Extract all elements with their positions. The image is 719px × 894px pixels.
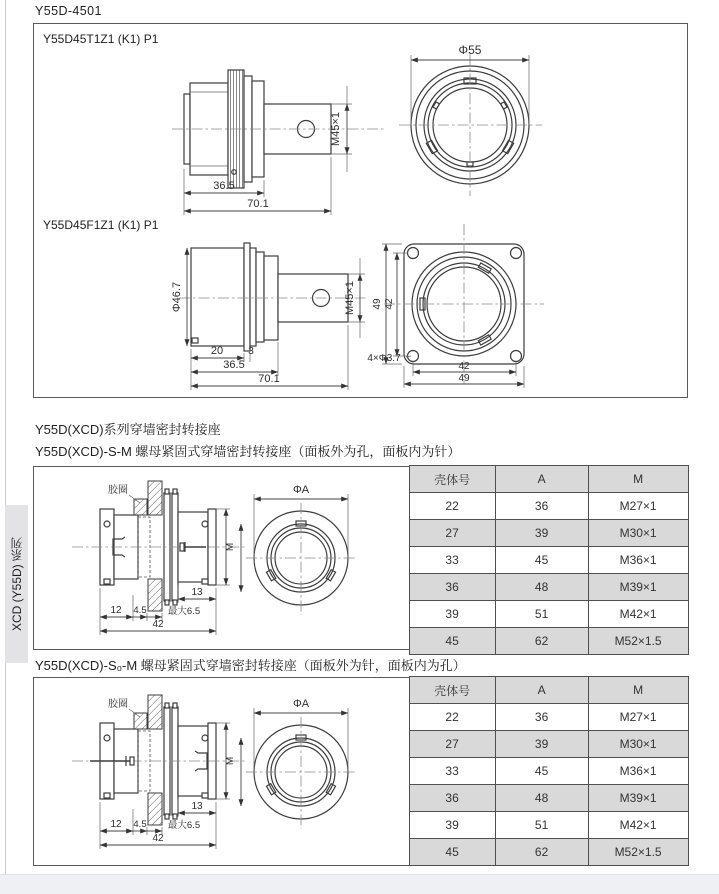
- cell: 36: [409, 574, 495, 601]
- cell: 33: [409, 547, 495, 574]
- section2-subtitle: Y55D(XCD)-S₀-M 螺母紧固式穿墙密封转接座（面板外为针，面板内为孔）: [35, 658, 466, 673]
- s0m-adapter-panel: [33, 677, 688, 866]
- gasket-label: 胶圈: [108, 699, 128, 710]
- cell: M42×1: [588, 812, 688, 839]
- model-label-f1z1: Y55D45F1Z1 (K1) P1: [43, 218, 159, 232]
- dim-label: 36.5: [213, 180, 235, 192]
- gasket-label: 胶圈: [108, 485, 128, 496]
- cell: 33: [409, 758, 495, 785]
- dim-label: 42: [458, 361, 470, 372]
- cell: 36: [409, 785, 495, 812]
- dim-label: 4×Φ3.7: [367, 353, 401, 364]
- dim-label: 49: [458, 373, 470, 384]
- col-header-m: M: [588, 677, 688, 704]
- s0m-spec-table: [409, 676, 689, 866]
- dim-label: 36.5: [223, 359, 245, 371]
- cell: M52×1.5: [588, 839, 688, 866]
- dim-label: 70.1: [258, 373, 280, 385]
- col-header-a: A: [495, 466, 588, 493]
- dim-label: 20: [210, 345, 224, 357]
- cell: 39: [409, 812, 495, 839]
- cell: 51: [495, 812, 588, 839]
- dim-label: 4.5: [133, 605, 147, 616]
- cell: M36×1: [588, 758, 688, 785]
- sm-section-view: [72, 481, 246, 635]
- t1z1-side-view: [172, 70, 384, 215]
- dim-label: 12: [110, 819, 122, 830]
- cell: M39×1: [588, 785, 688, 812]
- cell: M27×1: [588, 704, 688, 731]
- dim-label: 42: [384, 298, 395, 310]
- table-row: [409, 704, 688, 731]
- dim-label: 13: [191, 587, 203, 598]
- dim-label: 4.5: [133, 819, 147, 830]
- dim-label: Φ55: [458, 43, 482, 57]
- dim-label: M45×1: [330, 112, 342, 146]
- cell: M52×1.5: [588, 628, 688, 655]
- page-left-rule: [5, 0, 6, 893]
- cell: M42×1: [588, 601, 688, 628]
- dim-label: 42: [152, 833, 164, 844]
- table-header-row: [409, 677, 688, 704]
- dim-label: ΦA: [292, 698, 310, 710]
- dim-label: M45×1: [344, 281, 356, 315]
- cell: 62: [495, 839, 588, 866]
- table-row: [409, 628, 688, 655]
- sm-adapter-panel: [33, 466, 688, 650]
- section1-subtitle: Y55D(XCD)-S-M 螺母紧固式穿墙密封转接座（面板外为孔，面板内为针）: [35, 444, 461, 459]
- cell: 27: [409, 731, 495, 758]
- cell: 22: [409, 493, 495, 520]
- cell: M39×1: [588, 574, 688, 601]
- cell: M30×1: [588, 731, 688, 758]
- dim-label: 42: [152, 619, 164, 630]
- dim-label: 12: [110, 605, 122, 616]
- cell: 48: [495, 785, 588, 812]
- col-header-shell: 壳体号: [409, 677, 495, 704]
- table-row: [409, 812, 688, 839]
- sm-front-view: [241, 484, 356, 615]
- dim-label: 70.1: [247, 198, 269, 210]
- cell: 45: [495, 547, 588, 574]
- series-title: Y55D(XCD)系列穿墙密封转接座: [35, 422, 221, 437]
- t1z1-front-view: [399, 43, 542, 196]
- table-header-row: [409, 466, 688, 493]
- dim-label: Φ46.7: [171, 281, 183, 313]
- table-row: [409, 547, 688, 574]
- cell: 51: [495, 601, 588, 628]
- table-row: [409, 785, 688, 812]
- cell: 45: [409, 628, 495, 655]
- outline-drawings-panel: [33, 23, 688, 398]
- cell: 48: [495, 574, 588, 601]
- cell: 36: [495, 704, 588, 731]
- col-header-m: M: [588, 466, 688, 493]
- cell: 39: [495, 520, 588, 547]
- cell: 39: [495, 731, 588, 758]
- table-row: [409, 493, 688, 520]
- col-header-shell: 壳体号: [409, 466, 495, 493]
- cell: 45: [495, 758, 588, 785]
- dim-label: 最大6.5: [167, 606, 201, 617]
- s0m-section-view: [72, 695, 246, 849]
- dim-label: 3: [248, 346, 254, 357]
- cell: M27×1: [588, 493, 688, 520]
- cell: 36: [495, 493, 588, 520]
- dim-label: M: [225, 542, 236, 552]
- sm-spec-table: [409, 465, 689, 655]
- cell: 39: [409, 601, 495, 628]
- s0m-front-view: [241, 698, 356, 829]
- s0m-adapter-svg: [34, 681, 411, 861]
- cell: M30×1: [588, 520, 688, 547]
- series-side-tab-label: XCD (Y55D) 系列: [10, 536, 24, 631]
- table-row: [409, 520, 688, 547]
- cell: 62: [495, 628, 588, 655]
- table-row: [409, 731, 688, 758]
- table-row: [409, 839, 688, 866]
- dim-label: 13: [191, 801, 203, 812]
- cell: 27: [409, 520, 495, 547]
- dim-label: ΦA: [292, 484, 310, 496]
- dim-label: M: [225, 756, 236, 766]
- page-footer-bar: [0, 874, 719, 894]
- doc-number: Y55D-4501: [35, 4, 102, 18]
- table-row: [409, 601, 688, 628]
- outline-drawings-svg: [34, 24, 687, 395]
- table-row: [409, 758, 688, 785]
- f1z1-side-view: [171, 243, 366, 390]
- model-label-t1z1: Y55D45T1Z1 (K1) P1: [43, 32, 159, 46]
- sm-adapter-svg: [34, 467, 411, 647]
- col-header-a: A: [495, 677, 588, 704]
- table-row: [409, 574, 688, 601]
- dim-label: 49: [372, 298, 383, 310]
- f1z1-flange-view: [367, 224, 544, 388]
- cell: 22: [409, 704, 495, 731]
- dim-label: 最大6.5: [167, 820, 201, 831]
- series-side-tab: [5, 505, 28, 663]
- cell: 45: [409, 839, 495, 866]
- cell: M36×1: [588, 547, 688, 574]
